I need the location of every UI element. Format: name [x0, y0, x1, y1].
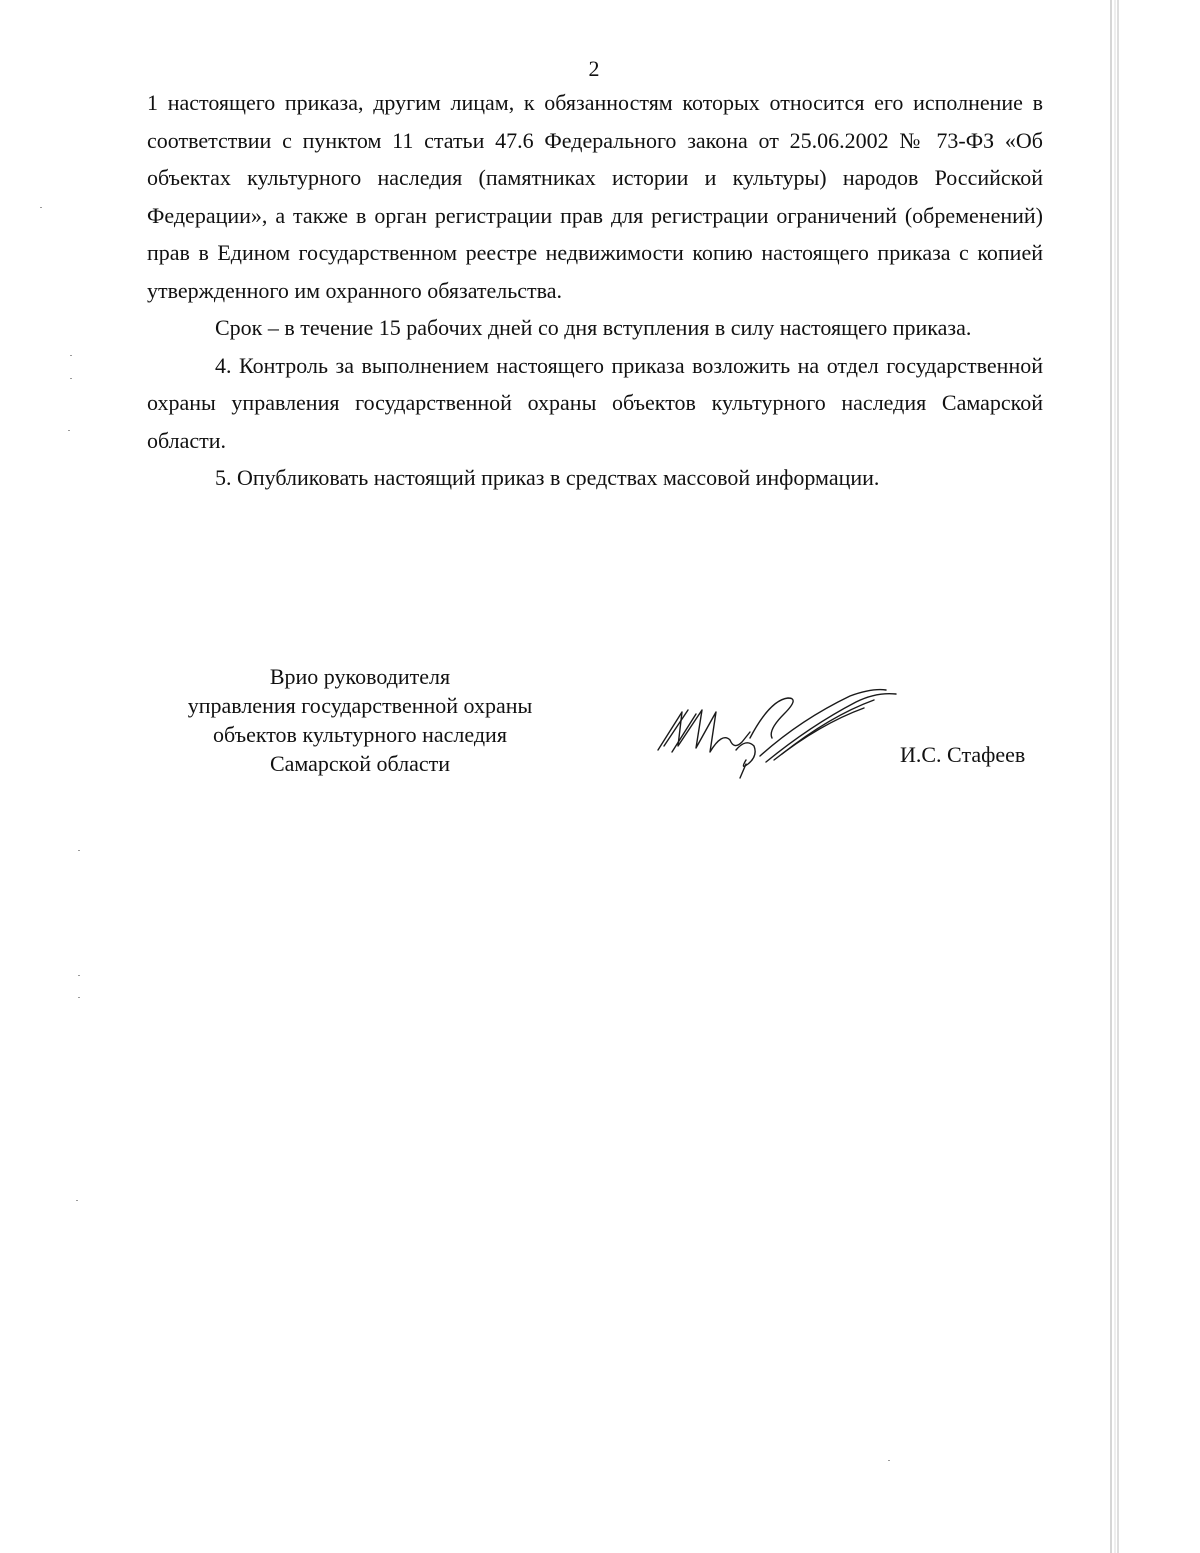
- signatory-position: [150, 662, 570, 778]
- paragraph-item-5: 5. Опубликовать настоящий приказ в средствах массовой информации.: [215, 465, 880, 490]
- position-line: управления государственной охраны: [187, 693, 533, 718]
- scan-speck: [78, 850, 80, 851]
- scan-speck: [76, 1200, 78, 1201]
- position-line: объектов культурного наследия: [213, 722, 507, 747]
- scan-speck: [70, 355, 72, 356]
- scan-speck: [78, 975, 80, 976]
- scan-speck: [68, 430, 70, 431]
- scan-speck: [78, 997, 80, 998]
- scan-speck: [888, 1460, 890, 1461]
- signatory-name: И.С. Стафеев: [900, 742, 1026, 767]
- position-line: Врио руководителя: [269, 664, 451, 689]
- handwritten-signature: [650, 680, 910, 790]
- scan-edge-artifact: [1108, 0, 1122, 1553]
- paragraph-item-4: 4. Контроль за выполнением настоящего приказа возложить на отдел государственной охраны управления государственной охраны объектов культурного наследия Самарской области.: [147, 352, 1043, 453]
- scan-speck: [70, 378, 72, 379]
- paragraph-continuation: 1 настоящего приказа, другим лицам, к обязанностям которых относится его исполнение в соответствии с пунктом 11 статьи 47.6 Федерального закона от 25.06.2002 № 73-ФЗ «Об объектах культурного наследия (памятниках истории и культуры) народов Российской Федерации», а также в орган регистрации прав для регистрации ограничений (обременений) прав в Едином государственном реестре недвижимости копию настоящего приказа с копией утвержденного им охранного обязательства.: [147, 90, 1043, 303]
- document-body: [147, 84, 1043, 497]
- page-number: 2: [588, 56, 600, 81]
- position-line: Самарской области: [269, 751, 451, 776]
- paragraph-deadline: Срок – в течение 15 рабочих дней со дня вступления в силу настоящего приказа.: [215, 315, 972, 340]
- scan-speck: [40, 207, 42, 208]
